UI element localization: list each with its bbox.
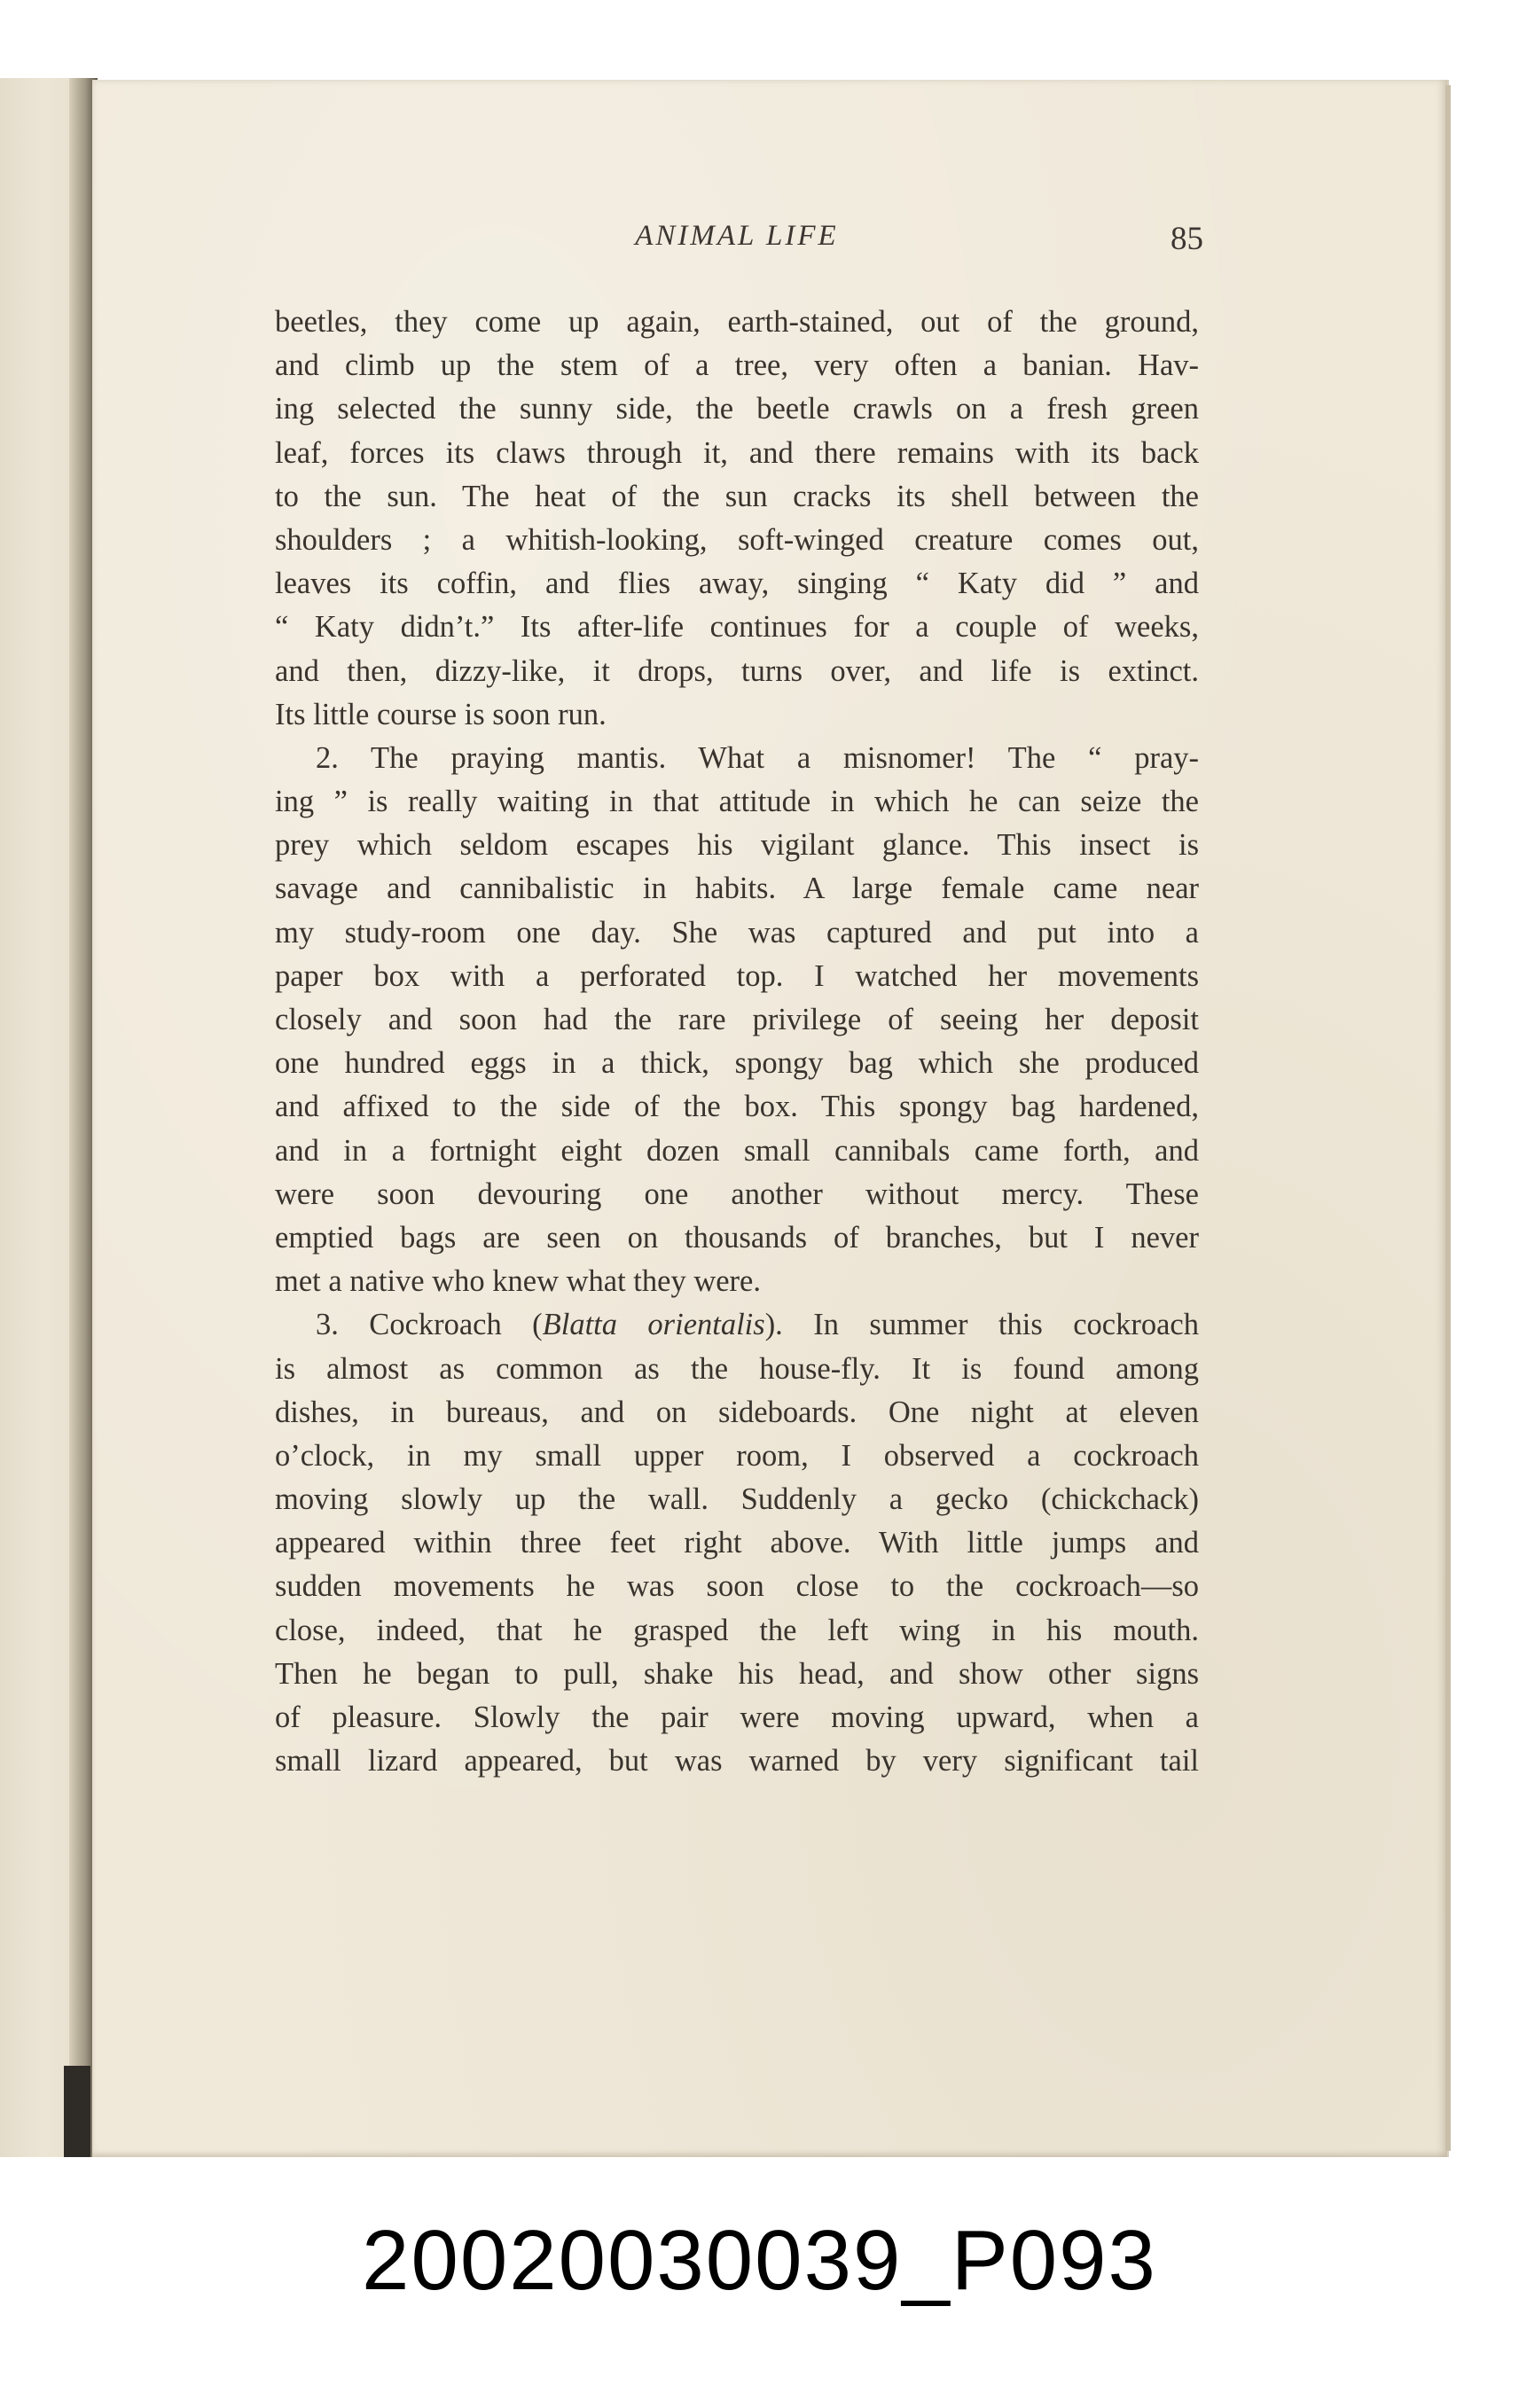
body-text (275, 301, 1199, 1783)
text-line: is almost as common as the house-fly. It is found among (275, 1351, 1199, 1386)
text-line: o’clock, in my small upper room, I observed a cockroach (275, 1438, 1199, 1473)
text-line: savage and cannibalistic in habits. A large female came near (275, 872, 1199, 906)
text-line: “ Katy didn’t.” Its after-life continues for a couple of weeks, (275, 610, 1199, 645)
text-line: prey which seldom escapes his vigilant glance. This insect is (275, 828, 1199, 863)
text-line: one hundred eggs in a thick, spongy bag which she produced (275, 1046, 1199, 1081)
text-line: leaves its coffin, and flies away, singing “ Katy did ” and (275, 567, 1199, 601)
text-line: shoulders ; a whitish-looking, soft-winged creature comes out, (275, 522, 1199, 557)
page-number: 85 (1171, 221, 1203, 257)
text-line: leaf, forces its claws through it, and there remains with its back (275, 435, 1199, 470)
text-line: emptied bags are seen on thousands of branches, but I never (275, 1220, 1199, 1255)
paragraph-start-line: 2. The praying mantis. What a misnomer! The “ pray- (316, 740, 1199, 775)
text-line: moving slowly up the wall. Suddenly a gecko (chickchack) (275, 1482, 1199, 1517)
text-line: close, indeed, that he grasped the left wing in his mouth. (275, 1613, 1199, 1647)
text-line: of pleasure. Slowly the pair were moving upward, when a (275, 1700, 1199, 1734)
line-segment: 3. Cockroach ( (316, 1308, 543, 1342)
page-edge (1445, 85, 1451, 2151)
text-line: to the sun. The heat of the sun cracks its shell between the (275, 479, 1199, 513)
text-line: and then, dizzy-like, it drops, turns over, and life is extinct. (275, 653, 1199, 688)
text-line: closely and soon had the rare privilege of seeing her deposit (275, 1003, 1199, 1036)
text-line: ing ” is really waiting in that attitude in which he can seize the (275, 785, 1199, 819)
line-segment: ). In summer this cockroach (764, 1308, 1199, 1342)
paragraph-end-line: met a native who knew what they were. (275, 1264, 761, 1299)
scientific-name: Blatta orientalis (542, 1308, 765, 1342)
paragraph-start-line (275, 1303, 1199, 1347)
running-title: ANIMAL LIFE (635, 220, 839, 252)
text-line: sudden movements he was soon close to the cockroach—so (275, 1569, 1199, 1604)
text-line: small lizard appeared, but was warned by very significant tail (275, 1744, 1199, 1779)
running-head (275, 220, 1203, 264)
text-line: paper box with a perforated top. I watched her movements (275, 958, 1199, 993)
text-line: were soon devouring one another without mercy. These (275, 1177, 1199, 1211)
paragraph-end-line: Its little course is soon run. (275, 697, 607, 731)
text-line: appeared within three feet right above. With little jumps and (275, 1526, 1199, 1560)
text-line: and climb up the stem of a tree, very often a banian. Hav- (275, 348, 1199, 383)
text-line: my study-room one day. She was captured and put into a (275, 915, 1199, 950)
text-line: Then he began to pull, shake his head, and show other signs (275, 1656, 1199, 1691)
accession-number: 20020030039_P093 (362, 2213, 1157, 2308)
text-line: ing selected the sunny side, the beetle crawls on a fresh green (275, 392, 1199, 426)
text-line: beetles, they come up again, earth-stained, out of the ground, (275, 305, 1199, 339)
text-line: dishes, in bureaus, and on sideboards. One night at eleven (275, 1395, 1199, 1429)
text-line: and in a fortnight eight dozen small cannibals came forth, and (275, 1133, 1199, 1168)
text-line: and affixed to the side of the box. This spongy bag hardened, (275, 1090, 1199, 1124)
binding-shadow (64, 2066, 90, 2157)
